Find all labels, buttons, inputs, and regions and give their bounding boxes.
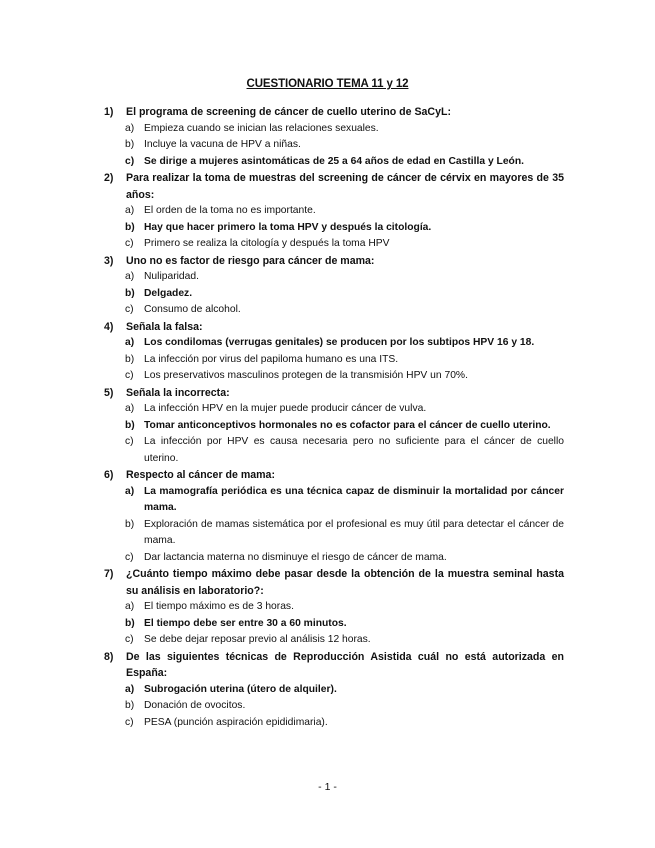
option-letter: c) [125,238,134,249]
option-letter: b) [125,221,135,233]
option-letter: c) [125,634,134,645]
option-letter: c) [125,436,134,447]
answer-option [125,632,564,649]
option-text: La infección por virus del papiloma humano es una ITS. [144,353,399,365]
option-text: Subrogación uterina (útero de alquiler). [144,683,337,695]
option-letter: b) [125,287,135,299]
option-letter: b) [125,353,135,365]
answer-option [125,302,564,319]
question-item [104,104,564,170]
question-number: 2) [104,172,114,184]
answer-option [125,203,564,220]
option-letter: c) [125,155,135,167]
option-list [104,335,564,385]
question-text: El programa de screening de cáncer de cuello uterino de SaCyL: [126,106,451,118]
option-list [104,203,564,253]
question-item [104,566,564,649]
question-row [104,253,564,270]
option-letter: a) [125,485,135,497]
option-letter: c) [125,304,134,315]
answer-option [125,434,564,467]
page-number: - 1 - [318,781,337,793]
question-text: ¿Cuánto tiempo máximo debe pasar desde la obtención de la muestra seminal hasta su análisis en laboratorio?: [126,568,564,597]
question-row [104,566,564,599]
option-letter: a) [125,403,135,414]
option-list [104,269,564,319]
option-text: Se dirige a mujeres asintomáticas de 25 a 64 años de edad en Castilla y León. [144,155,524,167]
question-row [104,467,564,484]
option-letter: b) [125,139,135,150]
option-letter: c) [125,370,134,381]
option-text: Se debe dejar reposar previo al análisis 12 horas. [144,634,371,645]
option-letter: b) [125,518,135,530]
question-item [104,385,564,468]
question-row [104,319,564,336]
question-text: Señala la falsa: [126,320,203,333]
answer-option-correct [125,682,564,699]
question-row [104,170,564,203]
option-text: Empieza cuando se inician las relaciones sexuales. [144,122,379,134]
option-text: Primero se realiza la citología y después la toma HPV [144,238,390,249]
question-number: 1) [104,106,114,118]
option-text: El tiempo máximo es de 3 horas. [144,601,294,612]
question-item [104,467,564,566]
question-list [104,104,564,731]
answer-option [125,137,564,154]
question-item [104,649,564,732]
question-row [104,649,564,682]
option-list [104,401,564,467]
option-text: Consumo de alcohol. [144,304,241,315]
option-list [104,682,564,732]
option-text: El tiempo debe ser entre 30 a 60 minutos. [144,617,347,629]
question-item [104,253,564,319]
option-text: Dar lactancia materna no disminuye el riesgo de cáncer de mama. [144,551,447,563]
answer-option-correct [125,418,564,435]
page-title: CUESTIONARIO TEMA 11 y 12 [246,78,409,90]
question-row [104,385,564,402]
answer-option [125,698,564,715]
question-text: Señala la incorrecta: [126,386,230,399]
option-text: Exploración de mamas sistemática por el profesional es muy útil para detectar el cáncer de mama. [144,518,564,546]
option-letter: a) [125,337,135,348]
question-row [104,104,564,121]
answer-option [125,517,564,550]
option-text: La infección por HPV es causa necesaria pero no suficiente para el cáncer de cuello uterino. [144,436,564,464]
question-number: 3) [104,254,114,267]
option-text: Incluye la vacuna de HPV a niñas. [144,139,301,150]
answer-option-correct [125,286,564,303]
option-text: Tomar anticonceptivos hormonales no es cofactor para el cáncer de cuello uterino. [144,419,551,431]
answer-option-correct [125,220,564,237]
question-number: 4) [104,320,114,333]
option-text: Nuliparidad. [144,271,199,282]
answer-option-correct [125,335,564,352]
option-text: La infección HPV en la mujer puede producir cáncer de vulva. [144,403,427,414]
option-text: El orden de la toma no es importante. [144,205,316,216]
option-list [104,484,564,567]
answer-option-correct [125,154,564,171]
answer-option [125,352,564,369]
option-letter: b) [125,419,135,431]
answer-option [125,550,564,567]
option-letter: c) [125,716,134,728]
option-letter: c) [125,551,134,563]
question-number: 7) [104,568,114,580]
question-text: Respecto al cáncer de mama: [126,469,275,481]
option-letter: b) [125,617,135,629]
answer-option [125,401,564,418]
question-text: De las siguientes técnicas de Reproducción Asistida cuál no está autorizada en España: [126,650,564,679]
question-number: 6) [104,469,114,481]
question-number: 5) [104,386,114,399]
option-text: La mamografía periódica es una técnica capaz de disminuir la mortalidad por cáncer mama. [144,485,564,513]
answer-option [125,599,564,616]
option-text: PESA (punción aspiración epididimaria). [144,716,328,728]
question-number: 8) [104,650,114,663]
option-text: Donación de ovocitos. [144,700,246,711]
option-letter: a) [125,271,135,282]
option-text: Delgadez. [144,287,193,299]
answer-option [125,236,564,253]
answer-option-correct [125,484,564,517]
option-text: Hay que hacer primero la toma HPV y después la citología. [144,221,432,233]
option-letter: a) [125,601,135,612]
option-letter: a) [125,205,135,216]
answer-option [125,368,564,385]
question-item [104,170,564,253]
option-letter: a) [125,122,135,134]
answer-option [125,715,564,732]
question-text: Uno no es factor de riesgo para cáncer de mama: [126,254,375,267]
answer-option-correct [125,616,564,633]
answer-option [125,121,564,138]
option-letter: a) [125,683,135,695]
option-text: Los preservativos masculinos protegen de la transmisión HPV un 70%. [144,370,468,381]
option-letter: b) [125,700,135,711]
option-list [104,599,564,649]
question-text: Para realizar la toma de muestras del screening de cáncer de cérvix en mayores de 35 años: [126,172,564,201]
answer-option [125,269,564,286]
question-item [104,319,564,385]
option-text: Los condilomas (verrugas genitales) se producen por los subtipos HPV 16 y 18. [144,337,535,348]
option-list [104,121,564,171]
